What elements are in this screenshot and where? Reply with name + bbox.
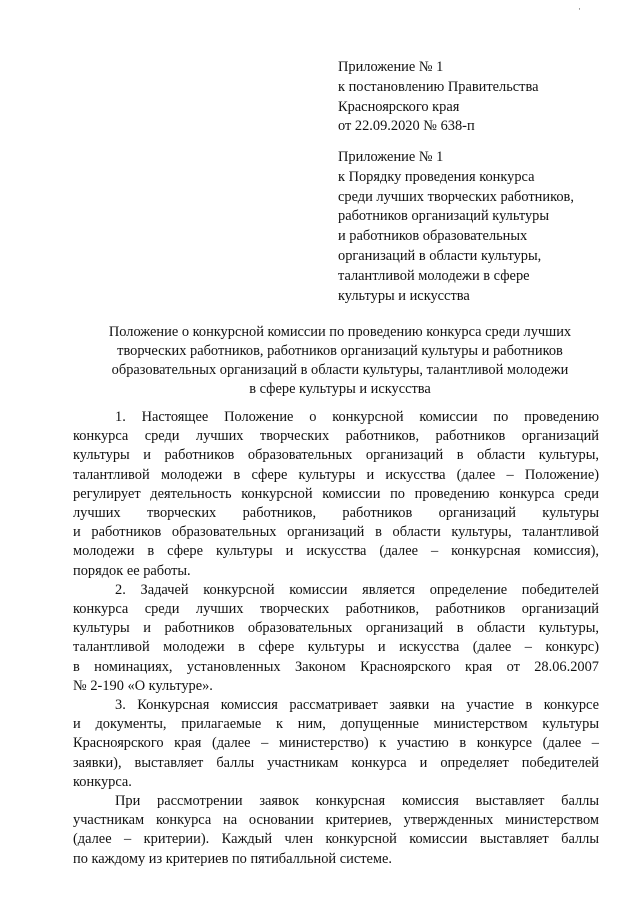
paragraph-line: и работников образовательных организаций в области культуры, талантливой bbox=[73, 524, 599, 541]
appendix-line: к постановлению Правительства bbox=[338, 78, 539, 95]
paragraph-line: участникам конкурса на основании критериев, утвержденных министерством bbox=[73, 812, 599, 829]
paragraph-line: 2. Задачей конкурсной комиссии является определение победителей bbox=[115, 581, 599, 598]
appendix-to-resolution bbox=[338, 58, 628, 137]
appendix-line: и работников образовательных bbox=[338, 228, 528, 245]
document-title bbox=[70, 323, 610, 399]
paragraph-line: талантливой молодежи в сфере культуры и искусства (далее – конкурс) bbox=[73, 639, 599, 656]
paragraph-line: по каждому из критериев по пятибалльной системе. bbox=[73, 850, 392, 867]
paragraph-line: конкурса среди лучших творческих работников, работников организаций bbox=[73, 428, 599, 445]
appendix-line: Приложение № 1 bbox=[338, 149, 444, 165]
paragraph-line: культуры и работников образовательных организаций в области культуры, bbox=[73, 620, 599, 637]
paragraph-2 bbox=[73, 581, 599, 696]
appendix-line: культуры и искусства bbox=[338, 287, 470, 304]
appendix-line: к Порядку проведения конкурса bbox=[338, 168, 535, 185]
appendix-line: от 22.09.2020 № 638-п bbox=[338, 118, 475, 135]
paragraph-line: талантливой молодежи в сфере культуры и искусства (далее – Положение) bbox=[73, 466, 599, 483]
paragraph-line: молодежи в сфере культуры и искусства (далее – конкурсная комиссия), bbox=[73, 543, 599, 560]
appendix-to-procedure bbox=[338, 148, 628, 306]
paragraph-line: № 2-190 «О культуре». bbox=[73, 677, 213, 694]
paragraph-line: 1. Настоящее Положение о конкурсной комиссии по проведению bbox=[115, 409, 599, 425]
appendix-line: среди лучших творческих работников, bbox=[338, 188, 574, 205]
paragraph-line: заявки), выставляет баллы участникам конкурса и определяет победителей bbox=[73, 754, 599, 771]
paragraph-4 bbox=[73, 792, 599, 869]
title-line: творческих работников, работников организаций культуры и работников bbox=[117, 343, 563, 359]
paragraph-line: порядок ее работы. bbox=[73, 562, 191, 579]
paragraph-line: в номинациях, установленных Законом Красноярского края от 28.06.2007 bbox=[73, 658, 599, 675]
paragraph-line: конкурса среди лучших творческих работников, работников организаций bbox=[73, 601, 599, 618]
paragraph-line: регулирует деятельность конкурсной комиссии по проведению конкурса среди bbox=[73, 485, 599, 502]
appendix-line: Красноярского края bbox=[338, 98, 460, 115]
paragraph-line: культуры и работников образовательных организаций в области культуры, bbox=[73, 447, 599, 464]
document-body bbox=[73, 408, 599, 869]
appendix-line: организаций в области культуры, bbox=[338, 247, 542, 264]
title-line: Положение о конкурсной комиссии по проведению конкурса среди лучших bbox=[108, 324, 572, 340]
paragraph-line: конкурса. bbox=[73, 773, 132, 790]
paragraph-line: и документы, прилагаемые к ним, допущенные министерством культуры bbox=[73, 716, 599, 733]
title-line: в сфере культуры и искусства bbox=[249, 381, 431, 397]
paragraph-3 bbox=[73, 696, 599, 792]
paragraph-line: Красноярского края (далее – министерство) к участию в конкурсе (далее – bbox=[73, 735, 599, 752]
paragraph-1 bbox=[73, 408, 599, 581]
appendix-line: работников организаций культуры bbox=[338, 208, 550, 225]
paragraph-line: лучших творческих работников, работников организаций культуры bbox=[73, 505, 599, 522]
paragraph-line: При рассмотрении заявок конкурсная комиссия выставляет баллы bbox=[115, 793, 599, 810]
title-line: образовательных организаций в области культуры, талантливой молодежи bbox=[111, 362, 569, 378]
appendix-line: талантливой молодежи в сфере bbox=[338, 267, 530, 284]
paragraph-line: 3. Конкурсная комиссия рассматривает заявки на участие в конкурсе bbox=[115, 697, 599, 714]
paragraph-line: (далее – критерии). Каждый член конкурсной комиссии выставляет баллы bbox=[73, 831, 599, 848]
appendix-line: Приложение № 1 bbox=[338, 59, 444, 75]
corner-mark: · bbox=[578, 4, 581, 14]
